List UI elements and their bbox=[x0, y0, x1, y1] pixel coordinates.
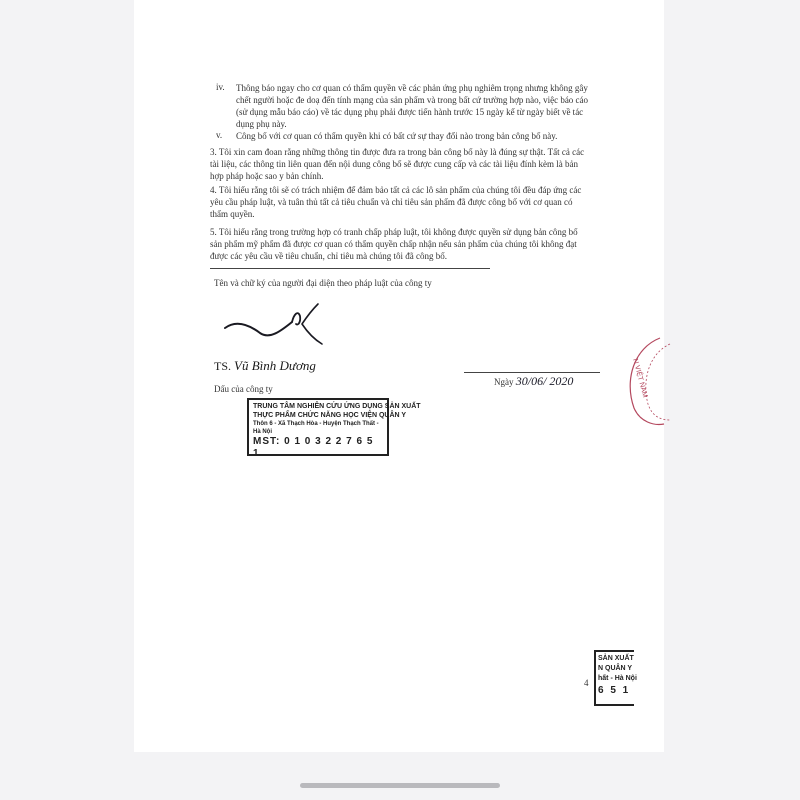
text-line: (sử dụng mẫu báo cáo) về tác dụng phụ phải được tiến hành trước 15 ngày kể từ ngày biết về tác bbox=[236, 107, 584, 117]
stamp-line: hất - Hà Nội bbox=[598, 675, 637, 682]
partial-stamp bbox=[594, 650, 637, 706]
signature-label: Tên và chữ ký của người đại diện theo pháp luật của công ty bbox=[214, 278, 432, 288]
text-line: tài liệu, các thông tin liên quan đến nội dung công bố sẽ được cung cấp và các tài liệu đính kèm là bản bbox=[210, 159, 579, 169]
item-text bbox=[236, 82, 636, 130]
home-indicator[interactable] bbox=[300, 783, 500, 788]
paragraph bbox=[210, 146, 640, 182]
handwritten-signature bbox=[222, 300, 332, 350]
document-content bbox=[134, 0, 664, 752]
signature-divider bbox=[210, 268, 490, 269]
stamp-tax-code: 6 5 1 bbox=[598, 685, 631, 696]
signer-full-name: Vũ Bình Dương bbox=[234, 358, 316, 373]
item-number: v. bbox=[216, 130, 223, 140]
document-page bbox=[134, 0, 664, 752]
text-line: hợp pháp hoặc sao y bản chính. bbox=[210, 171, 324, 181]
text-line: dụng phụ này. bbox=[236, 119, 287, 129]
seal-text: N VIỆT NAM bbox=[631, 358, 649, 399]
text-line: Thông báo ngay cho cơ quan có thẩm quyền về các phản ứng phụ nghiêm trọng nhưng không gây bbox=[236, 83, 588, 93]
stamp-line: N QUÂN Y bbox=[598, 665, 633, 672]
stamp-tax-code: MST: 0 1 0 3 2 2 7 6 5 1 bbox=[253, 436, 374, 459]
stamp-line: THỰC PHẨM CHỨC NĂNG HỌC VIỆN QUÂN Y bbox=[253, 412, 407, 419]
item-text bbox=[236, 130, 636, 142]
text-line: yêu cầu pháp luật, và tuân thủ tất cả tiêu chuẩn và chỉ tiêu sản phẩm đã được công bố với cơ quan có bbox=[210, 197, 573, 207]
stamp-line: SẢN XUẤT bbox=[598, 655, 634, 662]
item-number: iv. bbox=[216, 82, 225, 92]
text-line: được các yêu cầu về tiêu chuẩn, chỉ tiêu mà chúng tôi đã công bố. bbox=[210, 251, 448, 261]
date bbox=[494, 374, 573, 389]
text-line: Công bố với cơ quan có thẩm quyền khi có bất cứ sự thay đổi nào trong bản công bố này. bbox=[236, 131, 558, 141]
company-stamp bbox=[247, 398, 421, 459]
paragraph bbox=[210, 226, 640, 262]
paragraph bbox=[210, 184, 640, 220]
company-seal-label: Dấu của công ty bbox=[214, 384, 273, 394]
date-label: Ngày bbox=[494, 377, 514, 387]
text-line: sản phẩm mỹ phẩm đã được cơ quan có thẩm quyền chấp nhận nếu sản phẩm của chúng tôi không đạt bbox=[210, 239, 577, 249]
page-number: 4 bbox=[584, 678, 589, 688]
date-value: 30/06/ 2020 bbox=[515, 374, 574, 388]
red-seal bbox=[614, 330, 674, 430]
text-line: 3. Tôi xin cam đoan rằng những thông tin được đưa ra trong bản công bố này là đúng sự thật. Tất cả các bbox=[210, 147, 585, 157]
text-line: 4. Tôi hiểu rằng tôi sẽ có trách nhiệm để đảm bảo tất cả các lô sản phẩm của chúng tôi đều đáp ứng các bbox=[210, 185, 582, 195]
text-line: chết người hoặc đe doạ đến tính mạng của sản phẩm và trong bất cứ trường hợp nào, việc báo cáo bbox=[236, 95, 589, 105]
date-divider bbox=[464, 372, 600, 373]
stamp-line: TRUNG TÂM NGHIÊN CỨU ỨNG DỤNG SẢN XUẤT bbox=[253, 403, 421, 410]
signer-name bbox=[214, 358, 316, 374]
text-line: thẩm quyền. bbox=[210, 209, 255, 219]
stamp-address: Thôn 6 - Xã Thạch Hòa - Huyện Thạch Thất - Hà Nội bbox=[253, 421, 379, 435]
text-line: 5. Tôi hiểu rằng trong trường hợp có tranh chấp pháp luật, tôi không được quyền sử dụng bản công bố bbox=[210, 227, 578, 237]
signer-title: TS. bbox=[214, 359, 232, 373]
